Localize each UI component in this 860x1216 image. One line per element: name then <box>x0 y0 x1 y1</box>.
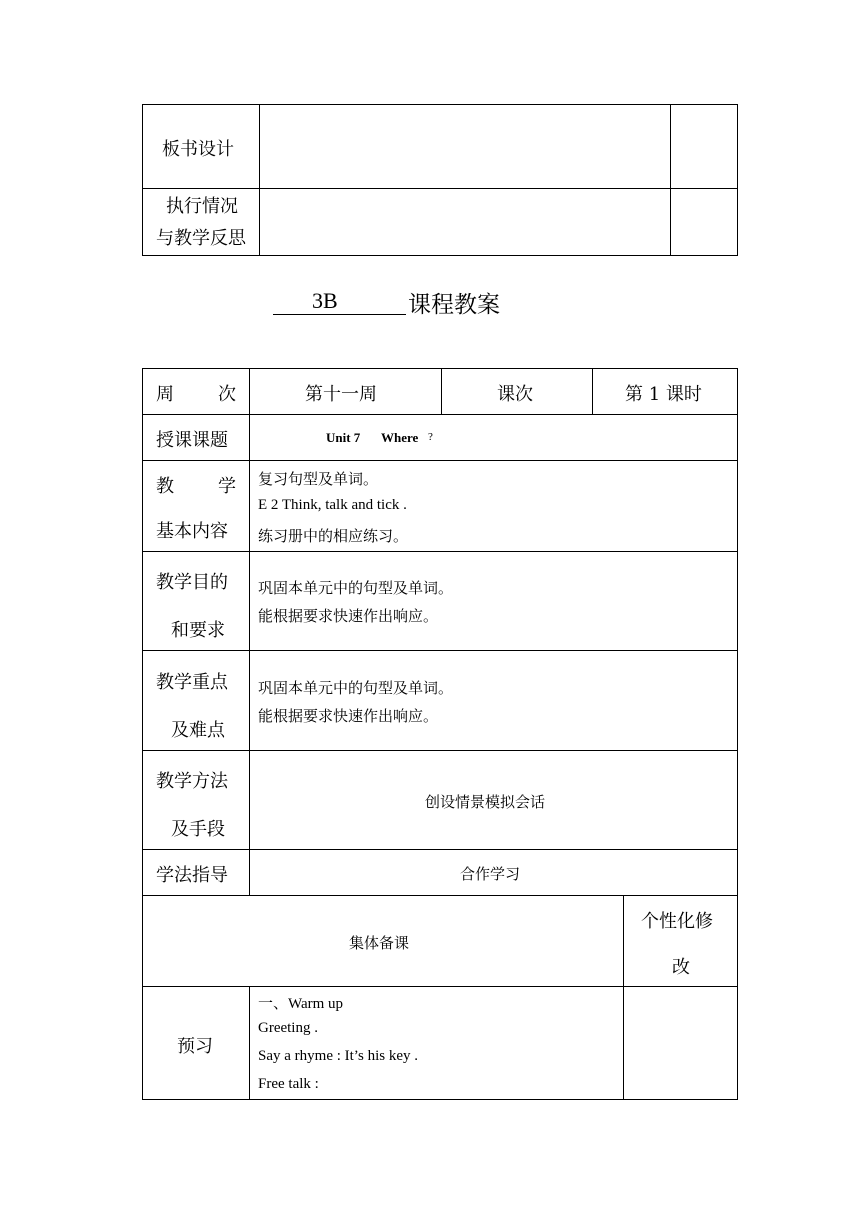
title-course-code: 3B <box>312 288 338 313</box>
content-label-char2: 学 <box>218 476 236 497</box>
content-label-char1: 教 <box>156 476 174 497</box>
preview-line-3: Say a rhyme : It’s his key . <box>258 1048 418 1064</box>
method-value: 创设情景模拟会话 <box>425 793 546 811</box>
personal-edit-label-line1: 个性化修 <box>641 911 713 932</box>
goal-label-line1: 教学目的 <box>156 572 228 593</box>
title-text: 课程教案 <box>408 292 500 318</box>
content-line-1: 复习句型及单词。 <box>258 470 379 488</box>
guide-label: 学法指导 <box>156 865 228 886</box>
preview-line-4: Free talk : <box>258 1076 319 1092</box>
personal-edit-label-line2: 改 <box>672 957 690 978</box>
topic-label: 授课课题 <box>156 430 228 451</box>
week-label-char1: 周 <box>156 384 174 405</box>
lesson-value: 第 1 课时 <box>625 384 702 405</box>
week-value: 第十一周 <box>305 384 377 405</box>
content-line-3: 练习册中的相应练习。 <box>258 527 409 545</box>
collective-prep-label: 集体备课 <box>349 934 410 952</box>
execution-label-line2: 与教学反思 <box>156 228 246 249</box>
content-line-2: E 2 Think, talk and tick . <box>258 497 407 513</box>
content-label-line2: 基本内容 <box>156 521 228 542</box>
preview-line-2: Greeting . <box>258 1020 318 1036</box>
lesson-label: 课次 <box>497 384 533 405</box>
topic-question-mark: ? <box>428 431 433 443</box>
goal-line-1: 巩固本单元中的句型及单词。 <box>258 579 454 597</box>
week-label-char2: 次 <box>218 384 236 405</box>
preview-line-1: 一、Warm up <box>258 996 344 1012</box>
method-label-line2: 及手段 <box>171 819 225 840</box>
execution-label-line1: 执行情况 <box>166 196 238 217</box>
key-line-1: 巩固本单元中的句型及单词。 <box>258 679 454 697</box>
key-line-2: 能根据要求快速作出响应。 <box>258 707 439 725</box>
preview-label: 预习 <box>177 1036 213 1057</box>
key-label-line2: 及难点 <box>171 720 225 741</box>
board-design-label: 板书设计 <box>162 139 234 160</box>
method-label-line1: 教学方法 <box>156 771 228 792</box>
goal-line-2: 能根据要求快速作出响应。 <box>258 607 439 625</box>
guide-value: 合作学习 <box>460 865 521 883</box>
key-label-line1: 教学重点 <box>156 672 228 693</box>
topic-where: Where <box>381 430 419 445</box>
topic-unit: Unit 7 <box>326 430 361 445</box>
goal-label-line2: 和要求 <box>171 620 225 641</box>
